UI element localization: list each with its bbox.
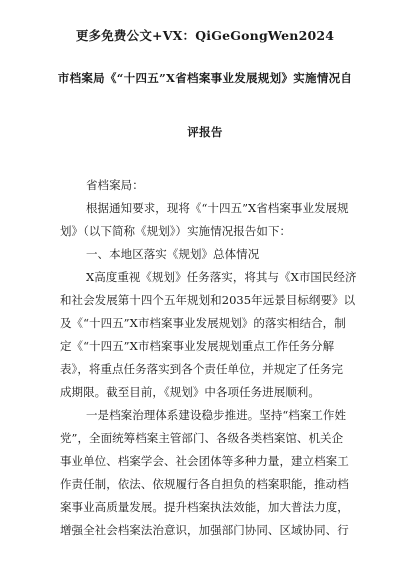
body-line: 成期限。截至目前，《规划》中各项任务进展顺利。 <box>60 385 320 399</box>
body-line: 和社会发展第十四个五年规划和2035年远景目标纲要》以 <box>60 293 356 307</box>
body-line: X高度重视《规划》任务落实，将其与《X市国民经济 <box>86 270 357 284</box>
document-title-line2: 评报告 <box>187 125 223 139</box>
body-line: 表》，将重点任务落实到各个责任单位，并规定了任务完 <box>60 362 343 376</box>
body-line: 案事业高质量发展。提升档案执法效能，加大普法力度， <box>60 500 349 514</box>
section-heading: 一、本地区落实《规划》总体情况 <box>86 247 260 261</box>
body-line: 党”，全面统筹档案主管部门、各级各类档案馆、机关企 <box>60 431 344 445</box>
document-title-line1: 市档案局《“十四五”X省档案事业发展规划》实施情况自 <box>57 71 353 85</box>
body-line: 及《“十四五”X市档案事业发展规划》的落实相结合，制 <box>60 316 346 330</box>
body-line: 一是档案治理体系建设稳步推进。坚持“档案工作姓 <box>86 408 347 422</box>
body-line: 事业单位、档案学会、社会团体等多种力量，建立档案工 <box>60 454 349 468</box>
body-line: 根据通知要求，现将《“十四五”X省档案事业发展规 <box>86 201 349 215</box>
body-line: 作责任制，依法、依规履行各自担负的档案职能，推动档 <box>60 477 349 491</box>
body-line: 定《“十四五”X市档案事业发展规划重点工作任务分解 <box>60 339 335 353</box>
body-line: 划》（以下简称《规划》）实施情况报告如下： <box>60 224 292 238</box>
watermark-header: 更多免费公文+VX：QiGeGongWen2024 <box>75 28 335 43</box>
body-line: 增强全社会档案法治意识，加强部门协同、区域协同、行 <box>60 523 349 537</box>
salutation: 省档案局： <box>86 178 144 192</box>
